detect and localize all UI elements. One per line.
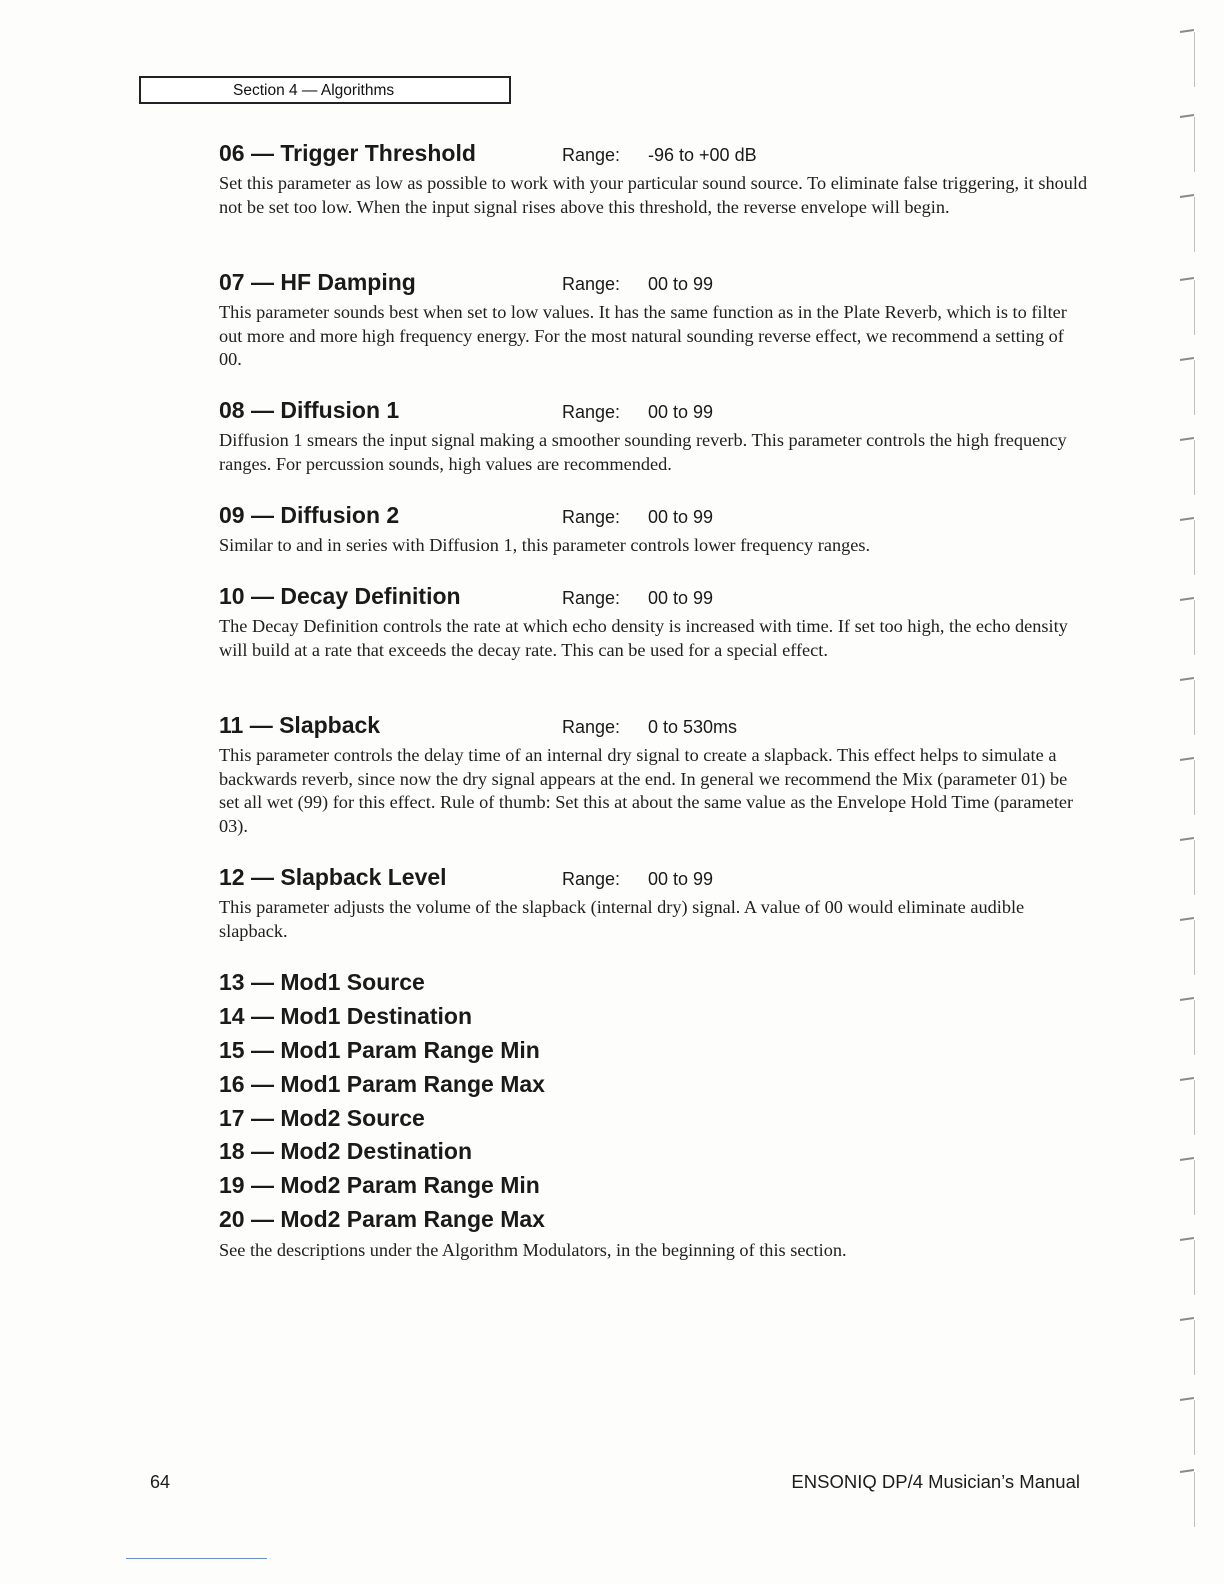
binding-mark [1180,195,1202,255]
parameter-11 [219,710,1089,838]
parameter-title [219,710,1089,740]
parameter-07 [219,267,1089,372]
range-value: 0 to 530ms [648,717,738,737]
range-value: -96 to +00 dB [648,145,757,165]
parameter-description: The Decay Definition controls the rate at which echo density is increased with time. If set too high, the echo density will build at a rate that exceeds the decay rate. This can be used for a special effect. [219,616,1068,660]
modulator-item: 16 — Mod1 Param Range Max [219,1070,545,1097]
binding-mark [1180,1470,1202,1530]
parameter-description: This parameter sounds best when set to low values. It has the same function as in the Plate Reverb, which is to filter out more and more high frequency energy. For the most natural sounding reverse effect, we recommend a setting of 00. [219,302,1067,369]
parameter-06 [219,138,1089,219]
page-number: 64 [150,1472,171,1492]
modulator-item: 17 — Mod2 Source [219,1104,425,1131]
parameter-description: Set this parameter as low as possible to work with your particular sound source. To eliminate false triggering, it should not be set too low. When the input signal rises above this threshold, the reverse envelope will begin. [219,173,1088,217]
range-label: Range: [562,717,621,737]
binding-mark [1180,1158,1202,1218]
parameter-08 [219,395,1089,476]
section-header [139,76,511,104]
parameter-title [219,138,1089,168]
binding-mark [1180,918,1202,978]
range-label: Range: [562,507,621,527]
parameter-title-text: 07 — HF Damping [219,269,416,295]
parameter-09 [219,500,1089,558]
binding-mark [1180,115,1202,175]
binding-mark [1180,1078,1202,1138]
binding-mark [1180,838,1202,898]
parameter-title [219,500,1089,530]
range-value: 00 to 99 [648,274,714,294]
parameter-description: Similar to and in series with Diffusion 1, this parameter controls lower frequency ranges. [219,535,871,555]
parameter-description: This parameter adjusts the volume of the slapback (internal dry) signal. A value of 00 would eliminate audible slapback. [219,897,1025,941]
modulator-item: 19 — Mod2 Param Range Min [219,1172,540,1199]
range-label: Range: [562,402,621,422]
binding-edge-marks [1172,30,1212,1530]
parameter-title-text: 09 — Diffusion 2 [219,502,400,528]
parameter-10 [219,581,1089,662]
binding-mark [1180,598,1202,658]
range-value: 00 to 99 [648,402,714,422]
modulator-item: 15 — Mod1 Param Range Min [219,1036,540,1063]
modulator-item: 13 — Mod1 Source [219,969,425,995]
parameter-title [219,581,1089,611]
range-label: Range: [562,869,621,889]
parameter-title [219,267,1089,297]
range-value: 00 to 99 [648,588,714,608]
range-label: Range: [562,145,621,165]
binding-mark [1180,998,1202,1058]
modulator-item: 14 — Mod1 Destination [219,1002,473,1029]
parameter-title-text: 12 — Slapback Level [219,864,447,890]
parameter-description: This parameter controls the delay time of an internal dry signal to create a slapback. This effect helps to simulate a backwards reverb, since now the dry signal appears at the end. In general we recommend the Mix (parameter 01) be set all wet (99) for this effect. Rule of thumb: Set this at about the same value as the Envelope Hold Time (parameter 03). [219,745,1074,836]
binding-mark [1180,1238,1202,1298]
modulator-item: 20 — Mod2 Param Range Max [219,1206,545,1233]
parameter-description: Diffusion 1 smears the input signal making a smoother sounding reverb. This parameter controls the high frequency ranges. For percussion sounds, high values are recommended. [219,430,1067,474]
binding-mark [1180,278,1202,338]
parameter-title [219,862,1089,892]
modulator-parameter-list [219,966,819,1237]
range-label: Range: [562,588,621,608]
binding-mark [1180,438,1202,498]
binding-mark [1180,30,1202,90]
section-title: Section 4 — Algorithms [233,82,395,99]
modulator-description: See the descriptions under the Algorithm Modulators, in the beginning of this section. [219,1240,847,1260]
binding-mark [1180,1318,1202,1378]
manual-title: ENSONIQ DP/4 Musician’s Manual [791,1471,1080,1492]
bottom-rule [126,1558,267,1559]
parameter-title-text: 11 — Slapback [219,712,381,738]
parameter-12 [219,862,1089,943]
parameter-title-text: 06 — Trigger Threshold [219,140,476,166]
parameter-title [219,395,1089,425]
range-label: Range: [562,274,621,294]
modulator-item: 18 — Mod2 Destination [219,1138,473,1165]
binding-mark [1180,1398,1202,1458]
parameter-title-text: 10 — Decay Definition [219,583,461,609]
binding-mark [1180,518,1202,578]
binding-mark [1180,758,1202,818]
binding-mark [1180,358,1202,418]
range-value: 00 to 99 [648,869,714,889]
binding-mark [1180,678,1202,738]
range-value: 00 to 99 [648,507,714,527]
parameter-title-text: 08 — Diffusion 1 [219,397,400,423]
